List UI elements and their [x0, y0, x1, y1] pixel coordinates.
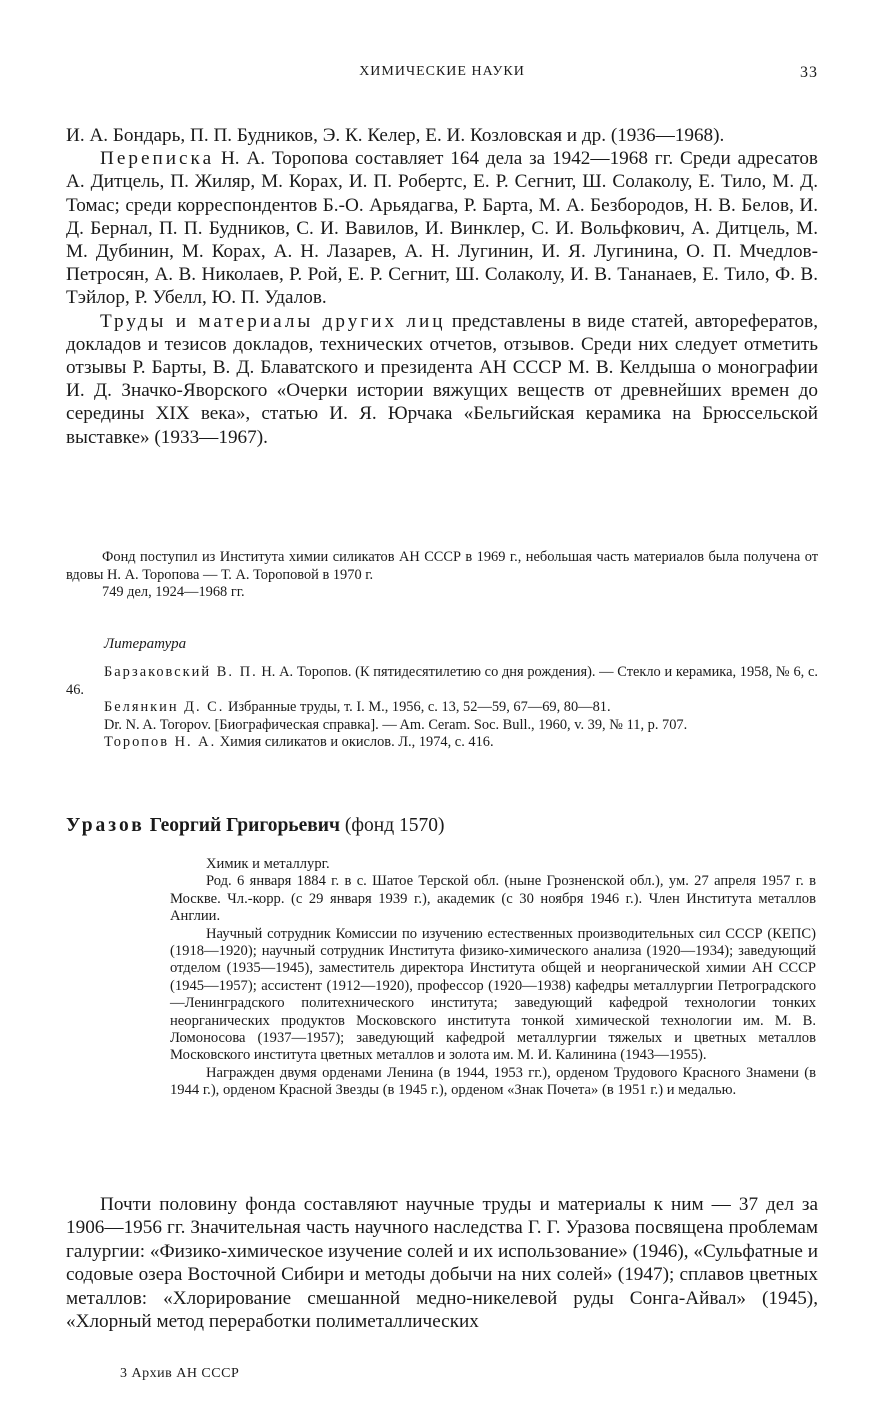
bio-paragraph: Химик и металлург.: [206, 856, 330, 872]
literature-text: Химия силикатов и окислов. Л., 1974, с. 416.: [216, 734, 494, 750]
paragraph-correspondence: [66, 147, 818, 309]
fund-note-count: 749 дел, 1924—1968 гг.: [102, 584, 245, 600]
page-number: 33: [800, 64, 818, 81]
person-name: [66, 815, 340, 836]
fund-note-text: Фонд поступил из Института химии силикатов АН СССР в 1969 г., небольшая часть материалов была получена от вдовы Н. А. Торопова — Т. А. Тороповой в 1970 г.: [66, 549, 818, 583]
printer-signature: 3 Архив АН СССР: [120, 1366, 240, 1381]
literature-author: Белянкин Д. С.: [104, 699, 225, 715]
literature-item: [66, 664, 818, 699]
biography: [170, 856, 816, 1100]
paragraph-continued: И. А. Бондарь, П. П. Будников, Э. К. Келер, Е. И. Козловская и др. (1936—1968).: [66, 125, 725, 146]
person-heading: [66, 814, 818, 838]
other-works-text: представлены в виде статей, авторефератов, докладов и тезисов докладов, технических отчетов, отзывов. Среди них следует отметить отзывы Р. Барты, В. Д. Блаватского и президента АН СССР М. В. Келдыша о монографии И. Д. Значко-Яворского «Очерки истории вяжущих веществ от древнейших времен до середины XIX века», статью И. Я. Юрчака «Бельгийская керамика на Брюссельской выставке» (1933—1967).: [66, 310, 819, 448]
bio-paragraph: Награжден двумя орденами Ленина (в 1944, 1953 гг.), орденом Трудового Красного Знамени (в 1944 г.), орденом Красной Звезды (в 1945 г.), орденом «Знак Почета» (в 1951 г.) и медалью.: [170, 1064, 816, 1099]
fund-note: [66, 549, 818, 602]
person-surname: Уразов: [66, 815, 145, 836]
paragraph-other-works: [66, 310, 818, 449]
literature-item: [66, 699, 818, 717]
literature-item: [66, 734, 818, 752]
literature-text: Н. А. Торопов. (К пятидесятилетию со дня рождения). — Стекло и керамика, 1958, № 6, с. 46.: [66, 664, 818, 698]
literature-text: Избранные труды, т. I. М., 1956, с. 13, 52—59, 67—69, 80—81.: [224, 699, 611, 715]
paragraph-scientific-works: Почти половину фонда составляют научные труды и материалы к ним — 37 дел за 1906—1956 гг. Значительная часть научного наследства Г. Г. Уразова посвящена проблемам галургии: «Физико-химическое изучение солей и их использование» (1946), «Сульфатные и содовые озера Восточной Сибири и методы добычи на них солей» (1947); сплавов цветных металлов: «Хлорирование смешанной медно-никелевой руды Сонга-Айвал» (1945), «Хлорный метод переработки полиметаллических: [66, 1194, 818, 1333]
correspondence-text: Н. А. Торопова составляет 164 дела за 1942—1968 гг. Среди адресатов А. Дитцель, П. Жиляр, М. Корах, И. П. Робертс, Е. Р. Сегнит, Ш. Солаколу, Е. Тило, М. Д. Томас; среди корреспондентов Б.-О. Арьядагва, Р. Барта, М. А. Безбородов, Н. В. Белов, И. Д. Бернал, П. П. Будников, С. И. Вавилов, И. Винклер, С. И. Вольфкович, А. Дитцель, М. М. Дубинин, М. Корах, А. Н. Лазарев, А. Н. Лугинин, И. Я. Лугинина, О. П. Мчедлов-Петросян, А. В. Николаев, Р. Рой, Е. Р. Сегнит, Ш. Солаколу, И. В. Тананаев, Е. Тило, Ф. В. Тэйлор, Р. Убелл, Ю. П. Удалов.: [66, 148, 818, 309]
literature-heading: Литература: [104, 636, 187, 652]
main-text-top: [66, 124, 818, 449]
other-works-lead: Труды и материалы других лиц: [100, 310, 446, 332]
literature-author: Барзаковский В. П.: [104, 664, 258, 680]
running-head: [66, 64, 818, 86]
bio-paragraph: Научный сотрудник Комиссии по изучению естественных производительных сил СССР (КЕПС) (1918—1920); научный сотрудник Института физико-химического анализа (1920—1934); заведующий отделом (1935—1945), заместитель директора Института общей и неорганической химии АН СССР (1945—1957); ассистент (1912—1920), профессор (1920—1938) кафедры металлургии Петроградского—Ленинградского политехнического института; заведующий кафедрой технологии тонких неорганических продуктов Московского института тонкой химической технологии им. М. В. Ломоносова (1937—1957); заведующий кафедрой металлургии тяжелых и цветных металлов Московского института цветных металлов и золота им. М. И. Калинина (1943—1955).: [170, 925, 816, 1064]
person-given-names: Георгий Григорьевич: [144, 815, 341, 836]
bio-paragraph: Род. 6 января 1884 г. в с. Шатое Терской обл. (ныне Грозненской обл.), ум. 27 апреля 1957 г. в Москве. Чл.-корр. (с 29 января 1939 г.), академик (с 30 ноября 1946 г.). Член Института металлов Англии.: [170, 873, 816, 925]
literature-item: [66, 717, 818, 735]
main-text-bottom: [66, 1193, 818, 1333]
literature-author: Торопов Н. А.: [104, 734, 217, 750]
literature-text: Dr. N. A. Toropov. [Биографическая справка]. — Am. Ceram. Soc. Bull., 1960, v. 39, № 11, p. 707.: [104, 716, 688, 733]
correspondence-lead: Переписка: [100, 148, 215, 170]
person-fund-number: (фонд 1570): [340, 815, 445, 836]
section-title: ХИМИЧЕСКИЕ НАУКИ: [359, 64, 525, 79]
literature-list: [66, 664, 818, 752]
